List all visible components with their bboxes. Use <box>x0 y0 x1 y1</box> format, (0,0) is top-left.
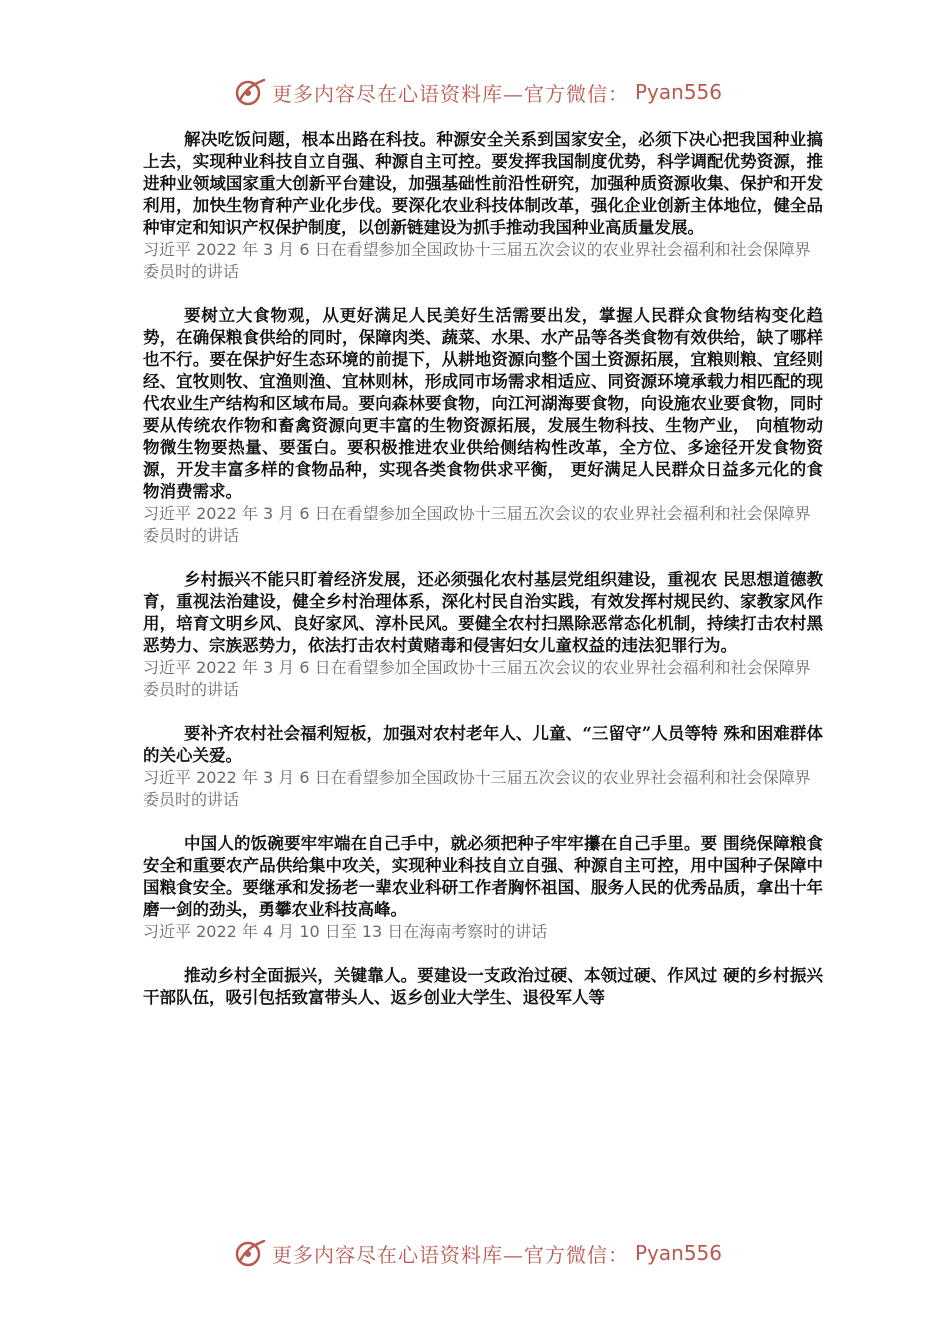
logo-icon <box>232 74 268 110</box>
quote-entry-1 <box>143 129 823 283</box>
quote-text: 解决吃饭问题，根本出路在科技。种源安全关系到国家安全，必须下决心把我国种业搞上去，实现种业科技自立自强、种源自主可控。要发挥我国制度优势，科学调配优势资源，推进种业领域国家重大创新平台建设，加强基础性前沿性研究，加强种质资源收集、保护和开发利用，加快生物育种产业化步伐。要深化农业科技体制改革，强化企业创新主体地位，健全品种审定和知识产权保护制度，以创新链建设为抓手推动我国种业高质量发展。 <box>143 130 823 237</box>
quote-entry-6 <box>143 965 823 1009</box>
quote-entry-4 <box>143 723 823 811</box>
footer-watermark <box>232 1233 752 1273</box>
document-body <box>143 129 823 1031</box>
watermark-wechat-id: Pyan556 <box>635 1241 723 1265</box>
quote-entry-3 <box>143 569 823 701</box>
quote-entry-2 <box>143 305 823 547</box>
quote-entry-5 <box>143 833 823 943</box>
logo-icon <box>232 1235 268 1271</box>
quote-text: 乡村振兴不能只盯着经济发展，还必须强化农村基层党组织建设，重视农 民思想道德教育，重视法治建设，健全乡村治理体系，深化村民自治实践，有效发挥村规民约、家教家风作用，培育文明乡风、良好家风、淳朴民风。要健全农村扫黑除恶常态化机制，持续打击农村黑恶势力、宗族恶势力，依法打击农村黄赌毒和侵害妇女儿童权益的违法犯罪行为。 <box>143 570 823 655</box>
header-watermark <box>232 72 752 112</box>
watermark-wechat-id: Pyan556 <box>635 80 723 104</box>
watermark-text: 更多内容尽在心语资料库—官方微信： <box>272 81 629 106</box>
quote-source: 习近平 2022 年 3 月 6 日在看望参加全国政协十三届五次会议的农业界社会福利和社会保障界委员时的讲话 <box>143 768 811 809</box>
quote-source: 习近平 2022 年 3 月 6 日在看望参加全国政协十三届五次会议的农业界社会福利和社会保障界委员时的讲话 <box>143 658 811 699</box>
quote-text: 中国人的饭碗要牢牢端在自己手中，就必须把种子牢牢攥在自己手里。要 围绕保障粮食安全和重要农产品供给集中攻关，实现种业科技自立自强、种源自主可控，用中国种子保障中国粮食安全。要继承和发扬老一辈农业科研工作者胸怀祖国、服务人民的优秀品质，拿出十年磨一剑的劲头，勇攀农业科技高峰。 <box>143 834 823 919</box>
quote-text: 要补齐农村社会福利短板，加强对农村老年人、儿童、“三留守”人员等特 殊和困难群体的关心关爱。 <box>143 724 823 765</box>
quote-text: 要树立大食物观，从更好满足人民美好生活需要出发，掌握人民群众食物结构变化趋势，在确保粮食供给的同时，保障肉类、蔬菜、水果、水产品等各类食物有效供给，缺了哪样也不行。要在保护好生态环境的前提下，从耕地资源向整个国土资源拓展，宜粮则粮、宜经则经、宜牧则牧、宜渔则渔、宜林则林，形成同市场需求相适应、同资源环境承载力相匹配的现代农业生产结构和区域布局。要向森林要食物，向江河湖海要食物，向设施农业要食物，同时要从传统农作物和畜禽资源向更丰富的生物资源拓展，发展生物科技、生物产业， 向植物动物微生物要热量、要蛋白。要积极推进农业供给侧结构性改革，全方位、多途径开发食物资源，开发丰富多样的食物品种，实现各类食物供求平衡， 更好满足人民群众日益多元化的食物消费需求。 <box>143 306 823 501</box>
quote-text: 推动乡村全面振兴，关键靠人。要建设一支政治过硬、本领过硬、作风过 硬的乡村振兴干部队伍，吸引包括致富带头人、返乡创业大学生、退役军人等 <box>143 966 823 1007</box>
watermark-text: 更多内容尽在心语资料库—官方微信： <box>272 1242 629 1267</box>
quote-source: 习近平 2022 年 4 月 10 日至 13 日在海南考察时的讲话 <box>143 922 548 941</box>
quote-source: 习近平 2022 年 3 月 6 日在看望参加全国政协十三届五次会议的农业界社会福利和社会保障界委员时的讲话 <box>143 240 811 281</box>
quote-source: 习近平 2022 年 3 月 6 日在看望参加全国政协十三届五次会议的农业界社会福利和社会保障界委员时的讲话 <box>143 504 811 545</box>
